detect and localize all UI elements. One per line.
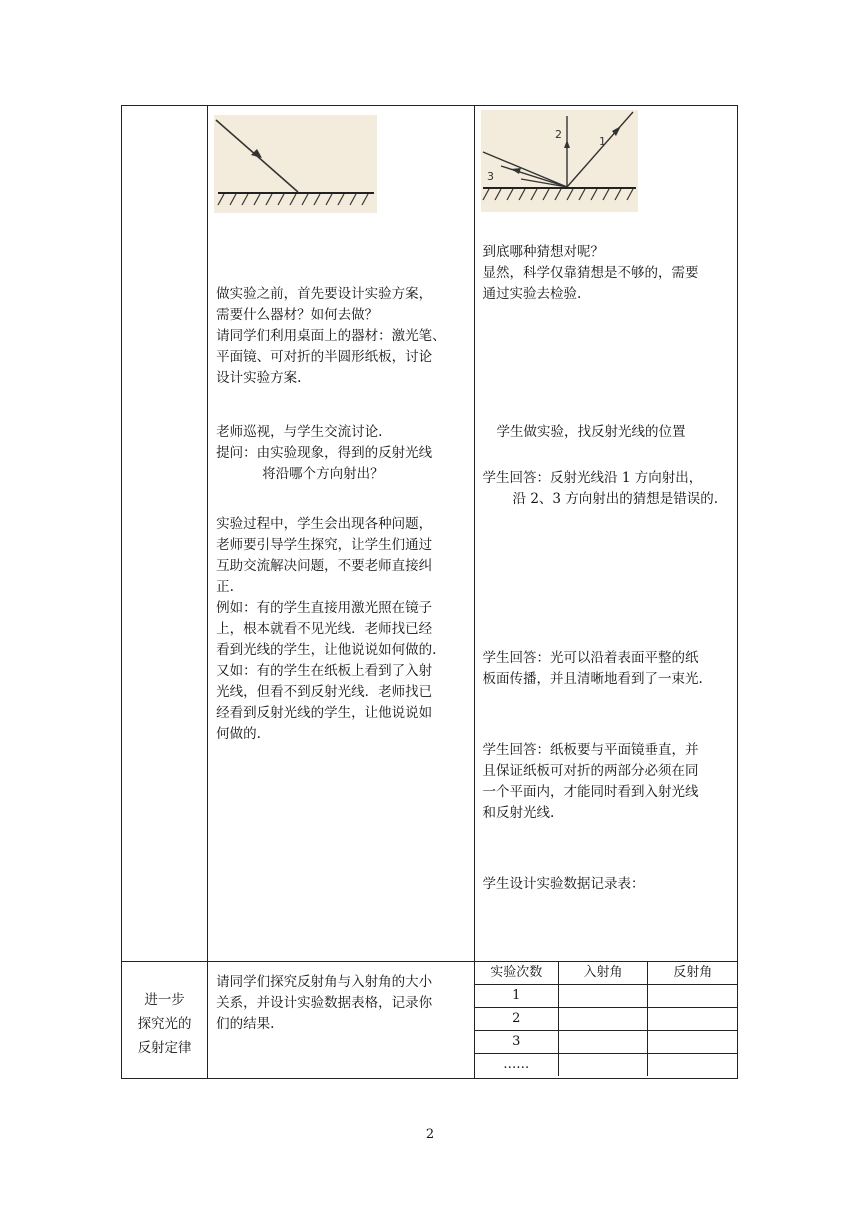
answer1-text: 学生回答：反射光线沿 1 方向射出， [482,470,703,486]
table-cell [559,1054,648,1077]
stage-label-line: 进一步 [144,992,185,1008]
answer1-text-cont: 沿 2、3 方向射出的猜想是错误的. [512,491,719,507]
answer2-line: 学生回答：光可以沿着表面平整的纸 [482,650,699,666]
table-row [475,1008,738,1031]
intro-line: 需要什么器材？如何去做？ [216,307,379,323]
student-activity-cell [474,106,737,962]
header-incident-angle: 入射角 [559,962,648,985]
guess-line: 通过实验去检验. [482,286,582,302]
figure-label-3: 3 [486,170,494,183]
table-cell [648,985,738,1008]
process-line: 看到光线的学生，让他说说如何做的. [216,642,437,658]
stage-cell-empty [122,106,208,962]
teacher-walk-text: 老师巡视，与学生交流讨论. [216,424,383,440]
instruction-cell [208,962,474,1079]
table-row [475,1054,738,1077]
figure-label-2: 2 [554,128,562,141]
answer3-line: 且保证纸板可对折的两部分必须在同 [482,763,699,779]
data-table-cell [474,962,737,1079]
process-line: 老师要引导学生探究，让学生们通过 [216,537,433,553]
process-line: 何做的. [216,726,261,742]
header-reflection-angle: 反射角 [648,962,738,985]
answer3-line: 一个平面内，才能同时看到入射光线 [482,784,699,800]
intro-line: 请同学们利用桌面上的器材：激光笔、 [216,328,446,344]
table-cell [648,1008,738,1031]
table-cell [648,1054,738,1077]
table-cell: 2 [475,1008,559,1031]
figure-label-1: 1 [598,135,606,148]
question-text-cont: 将沿哪个方向射出？ [262,466,384,482]
stage-label-line: 探究光的 [137,1016,192,1032]
table-row [475,985,738,1008]
reflection-guess-figure [481,110,638,212]
lesson-table [121,105,738,1079]
data-record-table [475,962,738,1076]
answer2-line: 板面传播，并且清晰地看到了一束光. [482,671,703,687]
table-cell [559,985,648,1008]
table-cell [559,1031,648,1054]
instruction-line: 关系，并设计实验数据表格，记录你 [216,995,433,1011]
process-line: 实验过程中，学生会出现各种问题， [216,516,433,532]
header-trial: 实验次数 [475,962,559,985]
intro-line: 设计实验方案. [216,370,302,386]
answer3-line: 和反射光线. [482,805,555,821]
process-line: 光线，但看不到反射光线．老师找已 [216,684,433,700]
table-cell: 1 [475,985,559,1008]
table-cell: 3 [475,1031,559,1054]
answer3-line: 学生回答：纸板要与平面镜垂直，并 [482,742,699,758]
page-number: 2 [425,1127,435,1142]
students-experiment-text: 学生做实验，找反射光线的位置 [496,424,686,440]
table-row [475,1031,738,1054]
stage-label-cell [122,962,208,1079]
instruction-line: 请同学们探究反射角与入射角的大小 [216,974,433,990]
guess-line: 显然，科学仅靠猜想是不够的，需要 [482,265,699,281]
process-line: 又如：有的学生在纸板上看到了入射 [216,663,433,679]
table-header-row [475,962,738,985]
guess-line: 到底哪种猜想对呢？ [482,244,605,260]
process-line: 例如：有的学生直接用激光照在镜子 [216,600,433,616]
intro-line: 平面镜、可对折的半圆形纸板，讨论 [216,349,433,365]
table-cell [559,1008,648,1031]
intro-line: 做实验之前，首先要设计实验方案， [216,286,433,302]
process-line: 经看到反射光线的学生，让他说说如 [216,705,433,721]
table-cell: …… [475,1054,559,1077]
process-line: 上，根本就看不见光线．老师找已经 [216,621,433,637]
question-text: 提问：由实验现象，得到的反射光线 [216,445,433,461]
table-cell [648,1031,738,1054]
design-table-intro: 学生设计实验数据记录表： [482,876,645,892]
stage-label-line: 反射定律 [137,1040,192,1056]
process-line: 正. [216,579,234,595]
teacher-activity-cell [208,106,474,962]
incident-ray-figure [214,115,377,213]
instruction-line: 们的结果. [216,1016,275,1032]
process-line: 互助交流解决问题，不要老师直接纠 [216,558,433,574]
